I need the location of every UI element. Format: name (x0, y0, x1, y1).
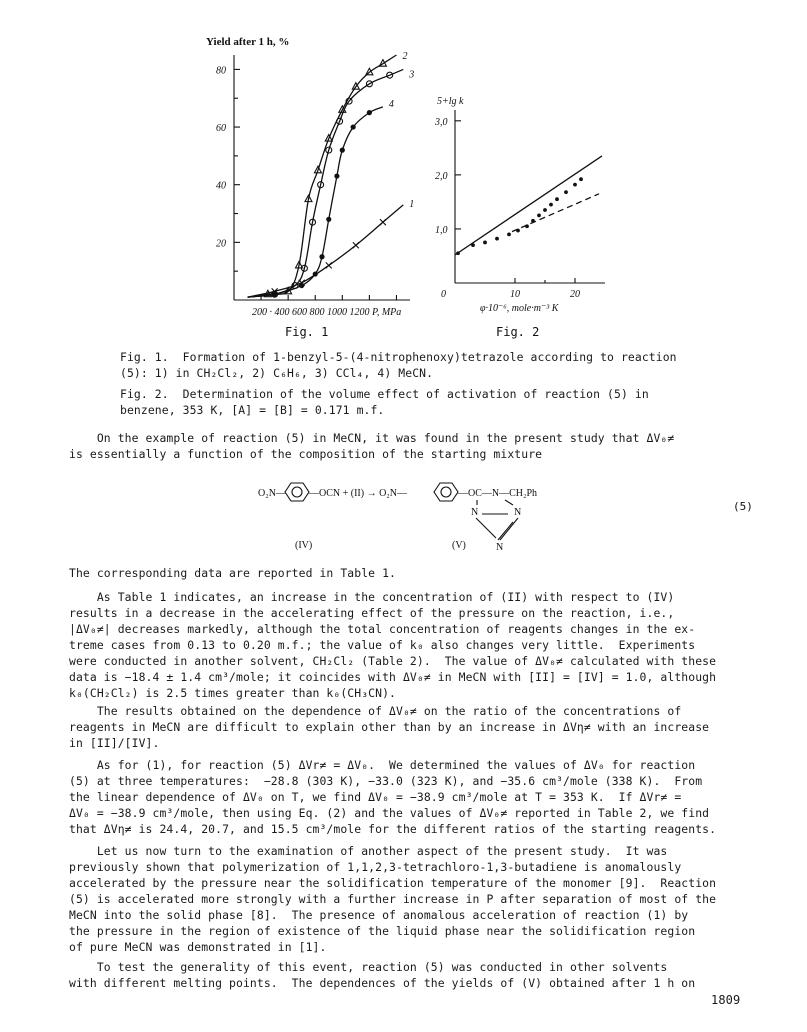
text-line: On the example of reaction (5) in MeCN, it was found in the present study that ΔV₀≠ (69, 431, 675, 445)
fig1-caption (120, 349, 677, 381)
data-point (353, 242, 359, 248)
bond-line (498, 522, 513, 540)
figures-svg (0, 0, 807, 345)
fig1-y-ticks (216, 65, 240, 271)
paragraph-6 (69, 843, 716, 955)
y-tick-label: 60 (216, 123, 226, 135)
data-point (564, 190, 568, 194)
curve-3 (248, 69, 404, 297)
data-point (334, 173, 339, 178)
text-line: reagents in MeCN are difficult to explain other than by an increase in ΔVη≠ with an increase (69, 720, 710, 734)
fit-line-solid (455, 156, 602, 255)
curve-label: 4 (388, 98, 394, 110)
text-line: (5) is accelerated more strongly with a further increase in P after separation of most of the (69, 892, 717, 906)
page-number: 1809 (711, 993, 741, 1007)
text-line: To test the generality of this event, reaction (5) was conducted in other solvents (69, 960, 668, 974)
fig1-x-label: 200 · 400 600 800 1000 1200 P, MPa (252, 307, 402, 318)
aromatic-circle-icon (292, 487, 302, 497)
y-tick-label: 1,0 (435, 224, 448, 236)
text-line: the pressure in the region of existence of the liquid phase near the solidification region (69, 924, 696, 938)
y-tick-label: 40 (216, 180, 226, 192)
data-point (299, 283, 304, 288)
data-point (531, 219, 535, 223)
origin-label: 0 (441, 289, 446, 300)
text-line: is essentially a function of the composition of the starting mixture (69, 447, 543, 461)
text-line: data is −18.4 ± 1.4 cm³/mole; it coincides with ΔV₀≠ in MeCN with [II] = [IV] = 1.0, although (69, 670, 717, 684)
fig2-caption-label: Fig. 2 (496, 325, 540, 339)
y-tick-label: 80 (216, 65, 226, 77)
text-line: the linear dependence of ΔV₀ on T, we find ΔV₀ = −38.9 cm³/mole at T = 353 K. If ΔVr≠ = (69, 790, 682, 804)
text-line: As Table 1 indicates, an increase in the concentration of (II) with respect to (IV) (69, 590, 675, 604)
ring-n-bottom: N (496, 542, 504, 553)
data-point (555, 197, 559, 201)
y-tick-label: 3,0 (435, 116, 448, 128)
paragraph-4 (69, 703, 709, 751)
fig1-curves (248, 51, 415, 297)
scheme-ocn: —OCN + (II) → O₂N— (309, 488, 408, 499)
curve-label: 1 (409, 198, 415, 210)
text-line: were conducted in another solvent, CH₂Cl₂ (Table 2). The value of ΔV₀≠ calculated with these (69, 654, 717, 668)
scheme-label-iv: (IV) (295, 540, 313, 551)
y-tick-label: 20 (216, 238, 226, 250)
text-line: As for (1), for reaction (5) ΔVr≠ = ΔV₀. We determined the values of ΔV₀ for reaction (69, 758, 696, 772)
text-line: k₀(CH₂Cl₂) is 2.5 times greater than k₀(CH₃CN). (69, 686, 397, 700)
paragraph-3 (69, 589, 716, 701)
paragraph-7 (69, 959, 695, 991)
data-point (483, 241, 487, 245)
ring-n-left: N (471, 507, 479, 518)
caption-line: (5): 1) in CH₂Cl₂, 2) C₆H₆, 3) CCl₄, 4) MeCN. (120, 366, 434, 380)
fig2-ticks (434, 117, 580, 300)
curve-label: 2 (402, 51, 408, 62)
x-tick-label: 20 (570, 289, 580, 300)
fig2-x-label: φ·10⁻⁶, mole·m⁻³ K (480, 303, 559, 314)
benzene-ring-icon (285, 483, 309, 501)
fig2-chart (434, 96, 605, 339)
paragraph-5 (69, 757, 716, 837)
text-line: in [II]/[IV]. (69, 736, 160, 750)
text-line: of pure MeCN was demonstrated in [1]. (69, 940, 327, 954)
data-point (456, 251, 460, 255)
text-line: ΔV₀ = −38.9 cm³/mole, then using Eq. (2) and the values of ΔV₀≠ reported in Table 2, we find (69, 806, 710, 820)
benzene-ring-icon (434, 483, 458, 501)
fig1-caption-label: Fig. 1 (285, 325, 329, 339)
curve-1 (248, 205, 404, 297)
data-point (313, 271, 318, 276)
text-line: results in a decrease in the accelerating effect of the pressure on the reaction, i.e., (69, 606, 675, 620)
text-line: with different melting points. The dependences of the yields of (V) obtained after 1 h on (69, 976, 696, 990)
data-point (471, 243, 475, 247)
data-point (525, 224, 529, 228)
text-line: (5) at three temperatures: −28.8 (303 K), −33.0 (323 K), and −35.6 cm³/mole (338 K). From (69, 774, 703, 788)
curve-4 (248, 107, 383, 297)
data-point (380, 219, 386, 225)
caption-line: Fig. 2. Determination of the volume effect of activation of reaction (5) in (120, 387, 649, 401)
data-point (507, 232, 511, 236)
data-point (367, 110, 372, 115)
fig2-title: 5+lg k (437, 96, 464, 107)
text-line: MeCN into the solid phase [8]. The presence of anomalous acceleration of reaction (1) by (69, 908, 689, 922)
data-point (537, 214, 541, 218)
equation-number: (5) (733, 500, 753, 513)
paragraph-1 (69, 430, 674, 462)
data-point (516, 229, 520, 233)
text-line: accelerated by the pressure near the solidification temperature of the monomer [9]. Reaction (69, 876, 717, 890)
data-point (326, 262, 332, 268)
y-tick-label: 2,0 (435, 170, 448, 182)
data-point (326, 217, 331, 222)
bond-line (505, 500, 513, 505)
fig1-x-ticks (261, 295, 396, 300)
caption-line: Fig. 1. Formation of 1-benzyl-5-(4-nitrophenoxy)tetrazole according to reaction (120, 350, 677, 364)
fig1-chart (206, 36, 414, 339)
aromatic-circle-icon (441, 487, 451, 497)
scheme-o2n: O₂N— (258, 488, 286, 499)
data-point (340, 148, 345, 153)
text-line: treme cases from 0.13 to 0.20 m.f.; the value of k₀ also changes very little. Experiments (69, 638, 696, 652)
fig2-marks (455, 156, 602, 255)
scheme-product: —OC—N—CH₂Ph (458, 488, 538, 499)
data-point (495, 237, 499, 241)
data-point (351, 124, 356, 129)
text-line: The corresponding data are reported in Table 1. (69, 566, 397, 580)
data-point (549, 203, 553, 207)
text-line: previously shown that polymerization of 1,1,2,3-tetrachloro-1,3-butadiene is anomalously (69, 860, 682, 874)
data-point (272, 292, 277, 297)
bond-line (476, 518, 496, 538)
data-point (543, 208, 547, 212)
fig1-title: Yield after 1 h, % (206, 36, 290, 48)
caption-line: benzene, 353 K, [A] = [B] = 0.171 m.f. (120, 403, 385, 417)
fig2-caption (120, 386, 649, 418)
data-point (573, 183, 577, 187)
text-line: |ΔV₀≠| decreases markedly, although the total concentration of reagents changes in the ex- (69, 622, 696, 636)
x-tick-label: 10 (510, 289, 520, 300)
reaction-scheme (0, 470, 807, 570)
text-line: Let us now turn to the examination of another aspect of the present study. It was (69, 844, 668, 858)
scheme-label-v: (V) (452, 540, 466, 551)
text-line: The results obtained on the dependence of ΔV₀≠ on the ratio of the concentrations of (69, 704, 682, 718)
data-point (319, 254, 324, 259)
data-point (579, 177, 583, 181)
text-line: that ΔVη≠ is 24.4, 20.7, and 15.5 cm³/mole for the different ratios of the starting reagents. (69, 822, 717, 836)
curve-label: 3 (409, 69, 415, 81)
bond-line (500, 518, 518, 540)
paragraph-2 (69, 565, 396, 581)
ring-n-right: N (514, 507, 522, 518)
